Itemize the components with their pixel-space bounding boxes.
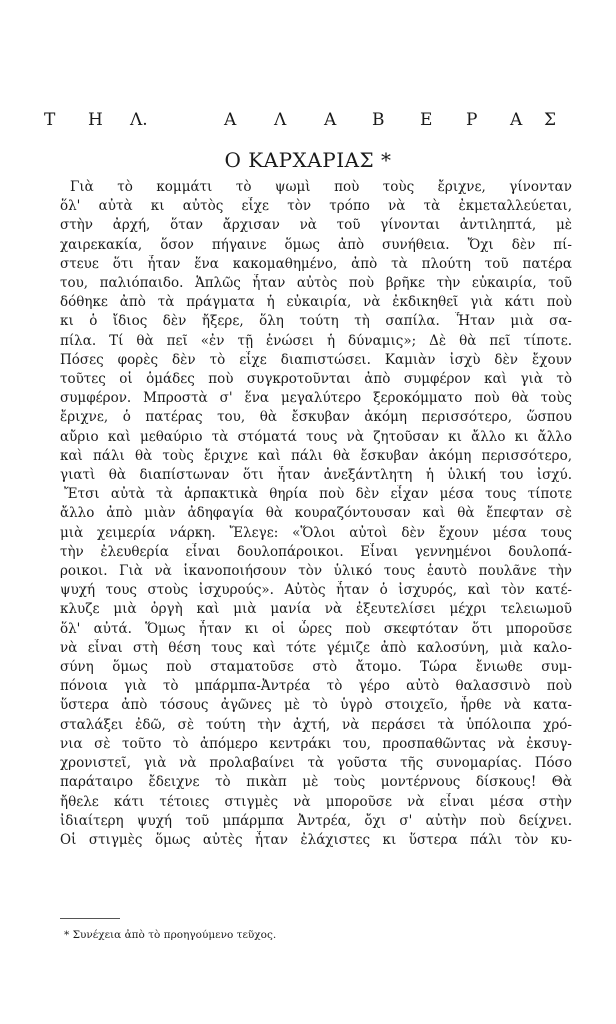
text-line: πίλα. Τί θὰ πεῖ «ἐν τῇ ἑνώσει ἡ δύναμις»; Δὲ θὰ πεῖ τίποτε.	[60, 332, 572, 349]
text-line: ἄλλο ἀπὸ μιὰν ἀδηφαγία θὰ κουραζόντουσαν καὶ θὰ ἔπεφταν σὲ	[60, 505, 572, 522]
text-line: ὅλ' αὐτά. Ὅμως ἦταν κι οἱ ὧρες ποὺ σκεφτόταν ὅτι μποροῦσε	[60, 620, 572, 637]
text-line: Ἔτσι αὐτὰ τὰ ἁρπακτικὰ θηρία ποὺ δὲν εἶχαν μέσα τους τίποτε	[64, 486, 572, 503]
text-line: χαιρεκακία, ὅσον πήγαινε ὅμως ἀπὸ συνήθεια. Ὄχι δὲν πί-	[60, 236, 572, 253]
header-letter: Ρ	[466, 110, 478, 130]
text-line: ἤθελε κάτι τέτοιες στιγμὲς νὰ μποροῦσε νὰ εἶναι μέσα στὴν	[60, 793, 572, 810]
text-line: Πόσες φορὲς δὲν τὸ εἶχε διαπιστώσει. Καμιὰν ἰσχὺ δὲν ἔχουν	[60, 351, 572, 368]
running-header	[44, 108, 556, 132]
text-line: καὶ πάλι θὰ τοὺς ἔριχνε καὶ πάλι θὰ ἔσκυβαν ἀκόμη περισσότερο,	[60, 447, 572, 464]
text-line: ἔριχνε, ὁ πατέρας του, θὰ ἔσκυβαν ἀκόμη περισσότερο, ὥσπου	[60, 409, 572, 426]
header-letter: Β	[372, 110, 385, 130]
text-line: κι ὁ ἴδιος δὲν ἤξερε, ὅλη τούτη τὴ σαπίλα. Ἦταν μιὰ σα-	[60, 313, 572, 330]
text-line: σύνη ὅμως ποὺ σταματοῦσε στὸ ἄτομο. Τώρα ἔνιωθε συμ-	[60, 659, 572, 676]
footnote: * Συνέχεια ἀπὸ τὸ προηγούμενο τεῦχος.	[64, 929, 277, 941]
text-line: κλυζε μιὰ ὀργὴ καὶ μιὰ μανία νὰ ἐξευτελίσει μέχρι τελειωμοῦ	[60, 601, 572, 618]
text-line: του, παλιόπαιδο. Ἁπλῶς ἦταν αὐτὸς ποὺ βρῆκε τὴν εὐκαιρία, τοῦ	[60, 275, 572, 292]
text-line: αὔριο καὶ μεθαύριο τὰ στόματά τους νὰ ζητοῦσαν κι ἄλλο κι ἄλλο	[60, 428, 572, 445]
text-line: χρονιστεῖ, γιὰ νὰ προλαβαίνει τὰ γοῦστα τῆς συνομαρίας. Πόσο	[60, 755, 572, 772]
header-letter: Η	[88, 110, 103, 130]
header-letter: Τ	[44, 110, 56, 130]
text-line: μιὰ χειμερία νάρκη. Ἔλεγε: «Ὅλοι αὐτοὶ δὲν ἔχουν μέσα τους	[60, 524, 572, 541]
text-line: γιατὶ θὰ διαπίστωναν ὅτι ἦταν ἀνεξάντλητη ἡ ὑλική του ἰσχύ.	[60, 467, 572, 484]
text-line: σταλάξει ἐδῶ, σὲ τούτη τὴν ἀχτή, νὰ περάσει τὰ ὑπόλοιπα χρό-	[60, 716, 572, 733]
text-line: ψυχή τους στοὺς ἰσχυρούς». Αὐτὸς ἦταν ὁ ἰσχυρός, καὶ τὸν κατέ-	[60, 582, 572, 599]
text-line: νὰ εἶναι στὴ θέση τους καὶ τότε γέμιζε ἀπὸ καλοσύνη, μιὰ καλο-	[60, 639, 572, 656]
text-line: δόθηκε ἀπὸ τὰ πράγματα ἡ εὐκαιρία, νὰ ἐκδικηθεῖ γιὰ κάτι ποὺ	[60, 294, 572, 311]
header-letter: Λ.	[130, 110, 148, 130]
footnote-rule	[60, 918, 120, 919]
text-line: τὴν ἐλευθερία εἶναι δουλοπάροικοι. Εἶναι γεννημένοι δουλοπά-	[60, 543, 572, 560]
text-line: τοῦτες οἱ ὁμάδες ποὺ συγκροτοῦνται ἀπὸ συμφέρον καὶ γιὰ τὸ	[60, 371, 572, 388]
article-body	[60, 178, 572, 850]
text-line: παράταιρο ἔδειχνε τὸ πικὰπ μὲ τοὺς μοντέρνους δίσκους! Θὰ	[60, 774, 572, 791]
header-letter: Λ	[274, 110, 287, 130]
header-letter: Σ	[544, 110, 557, 130]
header-letter: Α	[224, 110, 237, 130]
text-line: στευε ὅτι ἦταν ἕνα κακομαθημένο, ἀπὸ τὰ πλούτη τοῦ πατέρα	[60, 255, 572, 272]
text-line: πόνοια γιὰ τὸ μπάρμπα-Ἀντρέα τὸ γέρο αὐτὸ θαλασσινὸ ποὺ	[60, 678, 572, 695]
text-line: ὅλ' αὐτὰ κι αὐτὸς εἶχε τὸν τρόπο νὰ τὰ ἐκμεταλλεύεται,	[60, 198, 572, 215]
header-letter: Α	[324, 110, 337, 130]
article-title: Ο ΚΑΡΧΑΡΙΑΣ *	[224, 148, 392, 172]
text-line: στὴν ἀρχή, ὅταν ἄρχισαν νὰ τοῦ γίνονται ἀντιληπτά, μὲ	[60, 217, 572, 234]
header-letter: Ε	[420, 110, 433, 130]
header-letter: Α	[510, 110, 523, 130]
text-line: Γιὰ τὸ κομμάτι τὸ ψωμὶ ποὺ τοὺς ἔριχνε, γίνονταν	[70, 179, 572, 195]
text-line: ροικοι. Γιὰ νὰ ἱκανοποιήσουν τὸν ὑλικό τους ἑαυτὸ πουλᾶνε τὴν	[60, 563, 572, 580]
text-line: ἰδιαίτερη ψυχή τοῦ μπάρμπα Ἀντρέα, ὄχι σ' αὐτὴν ποὺ δείχνει.	[60, 812, 572, 829]
text-line: Οἱ στιγμὲς ὅμως αὐτὲς ἦταν ἐλάχιστες κι ὕστερα πάλι τὸν κυ-	[60, 831, 572, 848]
text-line: νια σὲ τοῦτο τὸ ἀπόμερο κεντράκι του, προσπαθῶντας νὰ ἐκσυγ-	[60, 735, 572, 752]
text-line: συμφέρον. Μπροστὰ σ' ἕνα μεγαλύτερο ξεροκόμματο ποὺ θὰ τοὺς	[60, 390, 572, 407]
text-line: ὕστερα ἀπὸ τόσους ἀγῶνες μὲ τὸ ὑγρὸ στοιχεῖο, ἦρθε νὰ κατα-	[60, 697, 572, 714]
